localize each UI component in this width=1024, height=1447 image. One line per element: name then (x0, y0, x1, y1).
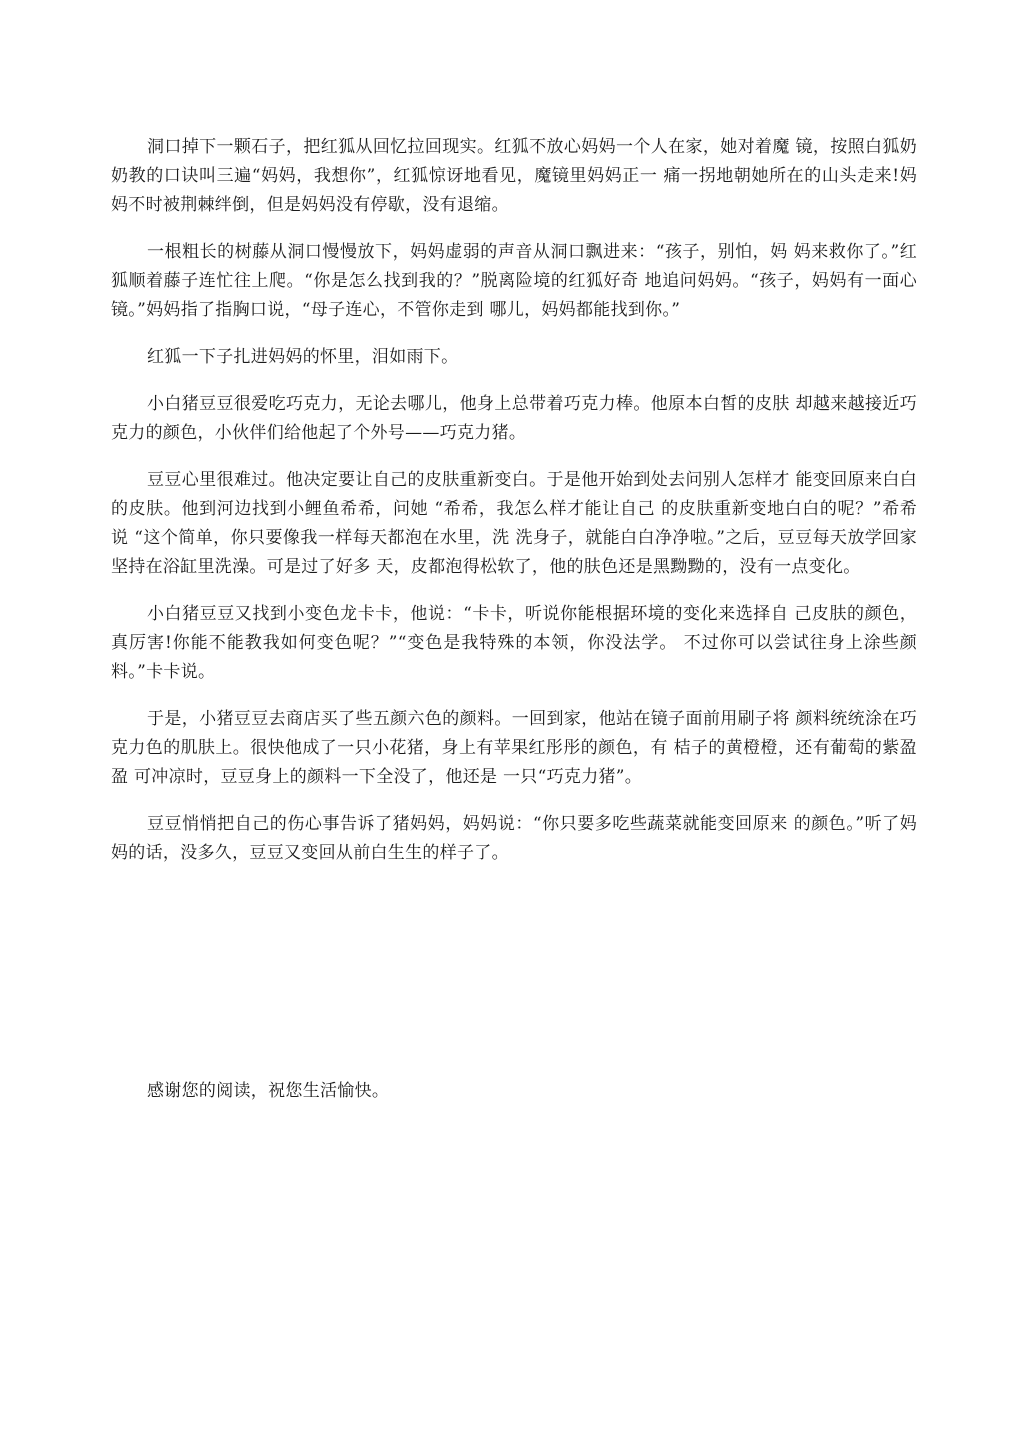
paragraph-4: 小白猪豆豆很爱吃巧克力，无论去哪儿，他身上总带着巧克力棒。他原本白皙的皮肤 却越来越接近巧克力的颜色，小伙伴们给他起了个外号——巧克力猪。 (111, 394, 917, 443)
paragraph-5: 豆豆心里很难过。他决定要让自己的皮肤重新变白。于是他开始到处去问别人怎样才 能变回原来白白的皮肤。他到河边找到小鲤鱼希希，问她 “希希，我怎么样才能让自己 的皮肤重新变地白白的呢？”希希说 “这个简单，你只要像我一样每天都泡在水里，洗 洗身子，就能白白净净啦。”之后，豆豆每天放学回家坚持在浴缸里洗澡。可是过了好多 天，皮都泡得松软了，他的肤色还是黑黝黝的，没有一点变化。 (111, 470, 917, 577)
paragraph-2: 一根粗长的树藤从洞口慢慢放下，妈妈虚弱的声音从洞口飘进来：“孩子，别怕，妈 妈来救你了。”红狐顺着藤子连忙往上爬。“你是怎么找到我的？”脱离险境的红狐好奇 地追问妈妈。“孩子，妈妈有一面心镜。”妈妈指了指胸口说，“母子连心，不管你走到 哪儿，妈妈都能找到你。” (111, 242, 917, 320)
paragraph-6: 小白猪豆豆又找到小变色龙卡卡，他说：“卡卡，听说你能根据环境的变化来选择自 己皮肤的颜色，真厉害!你能不能教我如何变色呢？”“变色是我特殊的本领，你没法学。 不过你可以尝试往身上涂些颜料。”卡卡说。 (111, 604, 917, 682)
story-body (111, 133, 917, 886)
paragraph-8: 豆豆悄悄把自己的伤心事告诉了猪妈妈，妈妈说：“你只要多吃些蔬菜就能变回原来 的颜色。”听了妈妈的话，没多久，豆豆又变回从前白生生的样子了。 (111, 814, 917, 863)
paragraph-7: 于是，小猪豆豆去商店买了些五颜六色的颜料。一回到家，他站在镜子面前用刷子将 颜料统统涂在巧克力色的肌肤上。很快他成了一只小花猪，身上有苹果红彤彤的颜色，有 桔子的黄橙橙，还有葡萄的紫盈盈 可冲凉时，豆豆身上的颜料一下全没了，他还是 一只“巧克力猪”。 (111, 709, 917, 787)
paragraph-3: 红狐一下子扎进妈妈的怀里，泪如雨下。 (147, 347, 459, 367)
closing-note: 感谢您的阅读，祝您生活愉快。 (147, 1081, 390, 1101)
paragraph-1: 洞口掉下一颗石子，把红狐从回忆拉回现实。红狐不放心妈妈一个人在家，她对着魔 镜，按照白狐奶奶教的口诀叫三遍“妈妈，我想你”，红狐惊讶地看见，魔镜里妈妈正一 痛一拐地朝她所在的山头走来!妈妈不时被荆棘绊倒，但是妈妈没有停歇，没有退缩。 (111, 137, 917, 215)
